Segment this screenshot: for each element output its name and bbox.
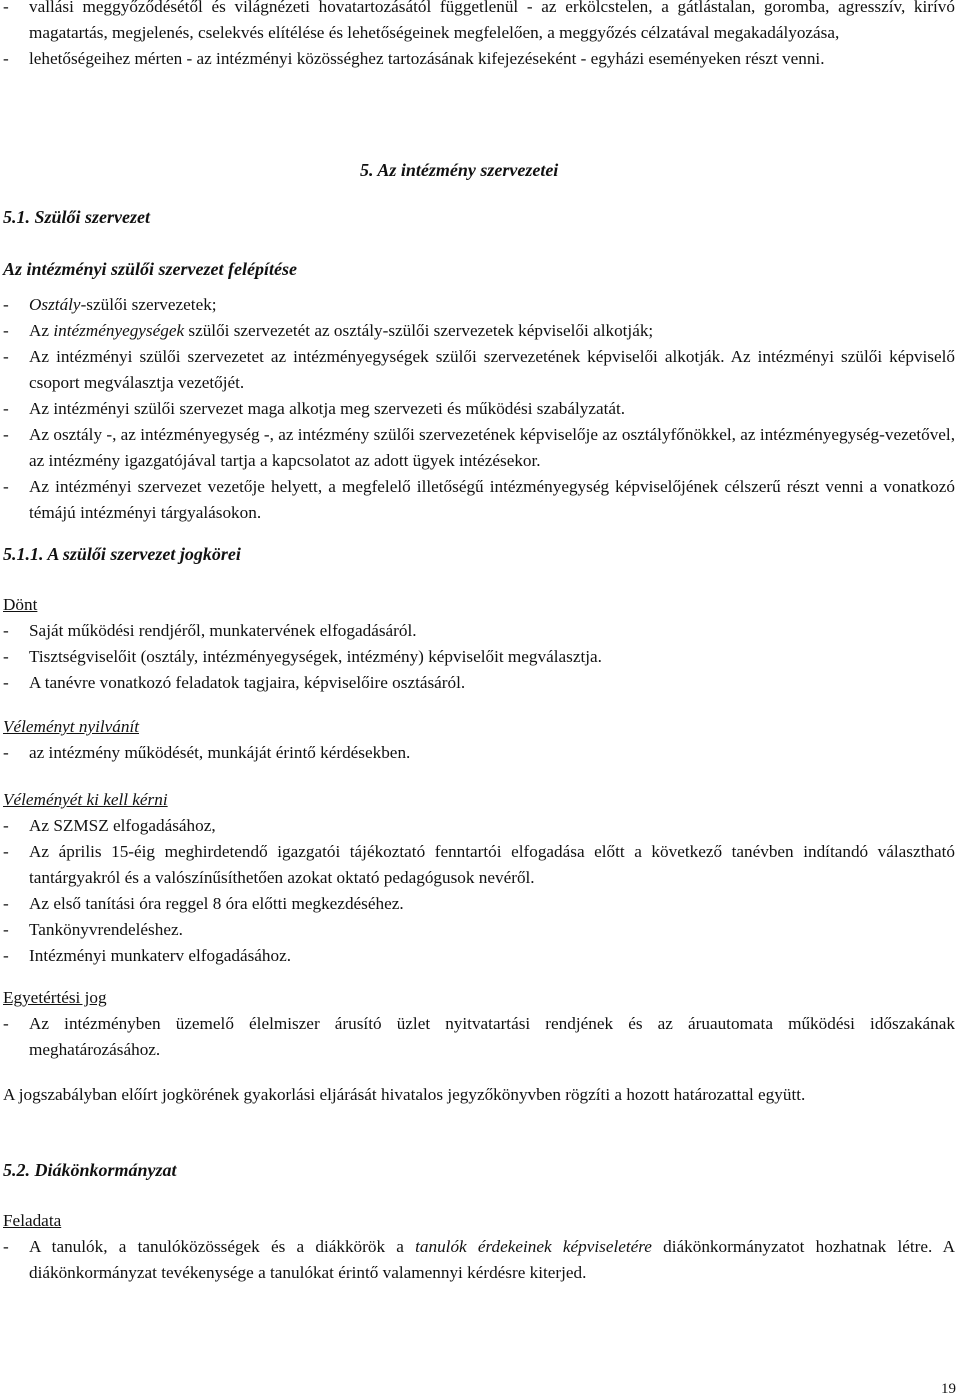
section-5-1-1-heading: 5.1.1. A szülői szervezet jogkörei <box>3 544 241 564</box>
list-item: - az intézmény működését, munkáját érintő kérdésekben. <box>3 743 411 762</box>
dont-label: Dönt <box>3 595 38 614</box>
list-item: - Tankönyvrendeléshez. <box>3 920 183 939</box>
feladata-list <box>0 1234 955 1286</box>
list-item: - vallási meggyőződésétől és világnézeti hovatartozásától függetlenül - az erkölcstelen, a gátlástalan, goromba, agresszív, kirívó magatartás, megjelenés, cselekvés elítélése és lehetőségeinek megfelelően, a meggyőzés célzatával megakadályozása, <box>3 0 955 42</box>
list-item: - lehetőségeihez mérten - az intézményi közösséghez tartozásának kifejezéseként - egyházi eseményeken részt venni. <box>3 49 825 68</box>
kikell-list <box>0 813 955 969</box>
list-item: - Az intézményegységek szülői szervezetét az osztály-szülői szervezetek képviselői alkotják; <box>3 321 654 340</box>
section-5-heading: 5. Az intézmény szervezetei <box>360 160 559 180</box>
list-item: - A tanulók, a tanulóközösségek és a diákkörök a tanulók érdekeinek képviseletére diákönkormányzatot hozhatnak létre. A diákönkormányzat tevékenysége a tanulókat érintő valamennyi kérdésre kiterjed. <box>3 1237 955 1282</box>
intro-list <box>0 0 955 72</box>
section-5-1-heading: 5.1. Szülői szervezet <box>3 207 151 227</box>
list-item: - Az intézményi szülői szervezet maga alkotja meg szervezeti és működési szabályzatát. <box>3 399 626 418</box>
section-5-1-subtitle: Az intézményi szülői szervezet felépítése <box>3 259 297 279</box>
list-item: - Tisztségviselőit (osztály, intézményegységek, intézmény) képviselőit megválasztja. <box>3 647 602 666</box>
list-item: - Intézményi munkaterv elfogadásához. <box>3 946 292 965</box>
dont-list <box>0 618 955 696</box>
feladata-label: Feladata <box>3 1211 62 1230</box>
list-item: - A tanévre vonatkozó feladatok tagjaira, képviselőire osztásáról. <box>3 673 466 692</box>
list-item: - Az április 15-éig meghirdetendő igazgatói tájékoztató fenntartói elfogadása előtt a következő tanévben indítandó választható tantárgyakról és a valószínűsíthetően azokat oktató pedagógusok nevéről. <box>3 842 955 887</box>
list-item: - Saját működési rendjéről, munkatervének elfogadásáról. <box>3 621 417 640</box>
list-item: - Osztály-szülői szervezetek; <box>3 295 217 314</box>
page-number: 19 <box>941 1381 956 1397</box>
list-item: - Az intézményi szülői szervezetet az intézményegységek szülői szervezetének képviselői alkotják. Az intézményi szülői képviselő csoport megválasztja vezetőjét. <box>3 347 955 392</box>
list-item: - Az SZMSZ elfogadásához, <box>3 816 216 835</box>
section-5-2-heading: 5.2. Diákönkormányzat <box>3 1160 177 1180</box>
egyetertes-label: Egyetértési jog <box>3 988 107 1007</box>
list-item: - Az első tanítási óra reggel 8 óra előtti megkezdéséhez. <box>3 894 404 913</box>
velemeny-label: Véleményt nyilvánít <box>3 717 140 736</box>
egyetertes-list <box>0 1011 955 1063</box>
velemeny-list <box>0 740 955 766</box>
list-item: - Az intézményben üzemelő élelmiszer árusító üzlet nyitvatartási rendjének és az áruautomata működési időszakának meghatározásához. <box>3 1014 955 1059</box>
closing-paragraph: A jogszabályban előírt jogkörének gyakorlási eljárását hivatalos jegyzőkönyvben rögzíti a hozott határozattal együtt. <box>3 1085 806 1104</box>
list-item: - Az osztály -, az intézményegység -, az intézmény szülői szervezetének képviselője az osztályfőnökkel, az intézményegység-vezetővel, az intézmény igazgatójával tartja a kapcsolatot az adott ügyek intézésekor. <box>3 425 955 470</box>
parent-structure-list <box>0 292 955 526</box>
kikell-label: Véleményét ki kell kérni <box>3 790 168 809</box>
list-item: - Az intézményi szervezet vezetője helyett, a megfelelő illetőségű intézményegység képviselőjének célszerű részt venni a vonatkozó témájú intézményi tárgyalásokon. <box>3 477 955 522</box>
